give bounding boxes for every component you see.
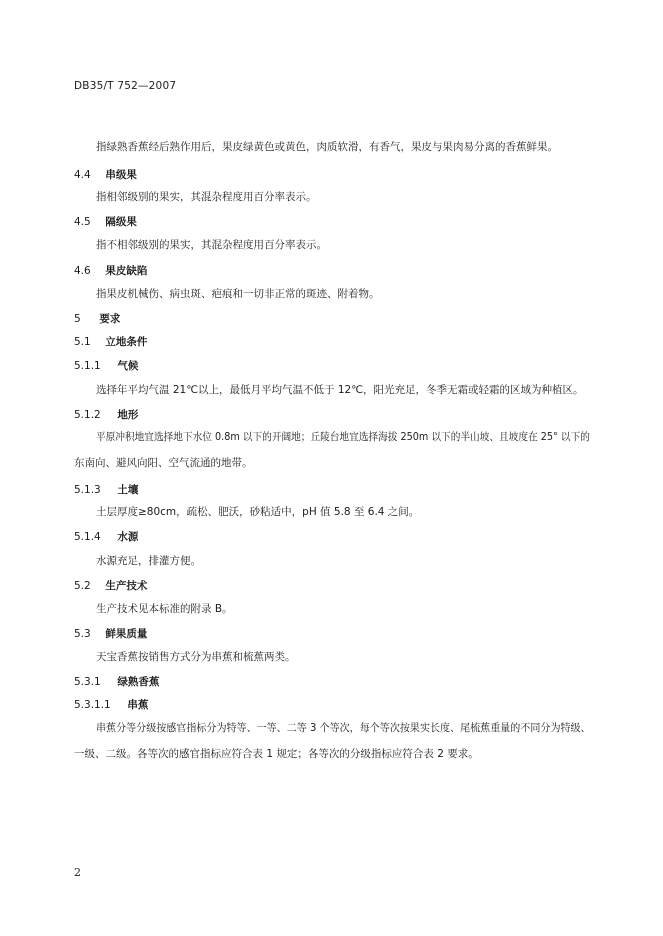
- section-title: 果皮缺陷: [105, 265, 148, 277]
- section-title: 串蕉: [127, 699, 149, 711]
- section-title: 水源: [117, 531, 139, 543]
- section-number: 5.3.1: [74, 676, 101, 688]
- section-number: 5.1.3: [74, 484, 101, 496]
- section-title: 隔级果: [105, 216, 137, 228]
- section-heading-5-1-2: [74, 408, 138, 422]
- paragraph-definition-adjacent-grade: 指相邻级别的果实，其混杂程度用百分率表示。: [96, 191, 317, 203]
- paragraph-water-source: 水源充足，排灌方便。: [96, 555, 201, 567]
- section-heading-4-5: [74, 215, 137, 229]
- section-number: 4.6: [74, 265, 91, 277]
- page-number: 2: [74, 866, 81, 879]
- section-number: 4.5: [74, 216, 91, 228]
- section-heading-5-1-3: [74, 483, 138, 497]
- section-number: 5.3.1.1: [74, 699, 111, 711]
- section-heading-5-3-1: [74, 675, 159, 689]
- section-number: 5: [74, 313, 81, 325]
- paragraph-soil: 土层厚度≥80cm，疏松、肥沃，砂粘适中，pH 值 5.8 至 6.4 之间。: [96, 506, 420, 518]
- section-heading-4-4: [74, 168, 137, 182]
- section-title: 绿熟香蕉: [117, 676, 160, 688]
- section-number: 5.3: [74, 628, 91, 640]
- section-title: 要求: [99, 313, 121, 325]
- section-number: 4.4: [74, 169, 91, 181]
- paragraph-definition-nonadjacent-grade: 指不相邻级别的果实，其混杂程度用百分率表示。: [96, 239, 327, 251]
- section-title: 立地条件: [105, 336, 148, 348]
- section-title: 鲜果质量: [105, 628, 148, 640]
- document-header-id: DB35/T 752—2007: [74, 80, 177, 92]
- section-heading-4-6: [74, 264, 147, 278]
- section-number: 5.1: [74, 336, 91, 348]
- paragraph-bunch-grading-line-2: 一级、二级。各等次的感官指标应符合表 1 规定；各等次的分级指标应符合表 2 要求。: [74, 748, 479, 760]
- section-heading-5-1-1: [74, 359, 138, 373]
- paragraph-definition-ripe-banana: 指绿熟香蕉经后熟作用后，果皮绿黄色或黄色，肉质软滑，有香气，果皮与果肉易分离的香蕉鲜果。: [96, 141, 558, 153]
- section-title: 串级果: [105, 169, 137, 181]
- section-number: 5.1.4: [74, 531, 101, 543]
- section-heading-5-1: [74, 335, 147, 349]
- section-title: 气候: [117, 360, 139, 372]
- section-title: 土壤: [117, 484, 139, 496]
- paragraph-terrain-line-1: 平原冲积地宜选择地下水位 0.8m 以下的开阔地；丘陵台地宜选择海拔 250m 以下的半山坡、且坡度在 25° 以下的: [96, 431, 590, 443]
- section-heading-5-1-4: [74, 530, 138, 544]
- paragraph-production-technique: 生产技术见本标准的附录 B。: [96, 603, 233, 615]
- paragraph-fresh-fruit-quality: 天宝香蕉按销售方式分为串蕉和梳蕉两类。: [96, 651, 296, 663]
- paragraph-climate: 选择年平均气温 21℃以上，最低月平均气温不低于 12℃，阳光充足，冬季无霜或轻霜的区域为种植区。: [96, 384, 584, 396]
- section-heading-5-2: [74, 579, 147, 593]
- paragraph-bunch-grading-line-1: 串蕉分等分级按感官指标分为特等、一等、二等 3 个等次，每个等次按果实长度、尾梳蕉重量的不同分为特级、: [96, 722, 591, 734]
- section-number: 5.1.1: [74, 360, 101, 372]
- paragraph-definition-skin-defect: 指果皮机械伤、病虫斑、疤痕和一切非正常的斑迹、附着物。: [96, 288, 380, 300]
- section-heading-5-3-1-1: [74, 698, 148, 712]
- section-heading-5: [74, 312, 120, 326]
- section-title: 地形: [117, 409, 139, 421]
- section-heading-5-3: [74, 627, 147, 641]
- section-title: 生产技术: [105, 580, 148, 592]
- section-number: 5.2: [74, 580, 91, 592]
- paragraph-terrain-line-2: 东南向、避风向阳、空气流通的地带。: [74, 457, 253, 469]
- section-number: 5.1.2: [74, 409, 101, 421]
